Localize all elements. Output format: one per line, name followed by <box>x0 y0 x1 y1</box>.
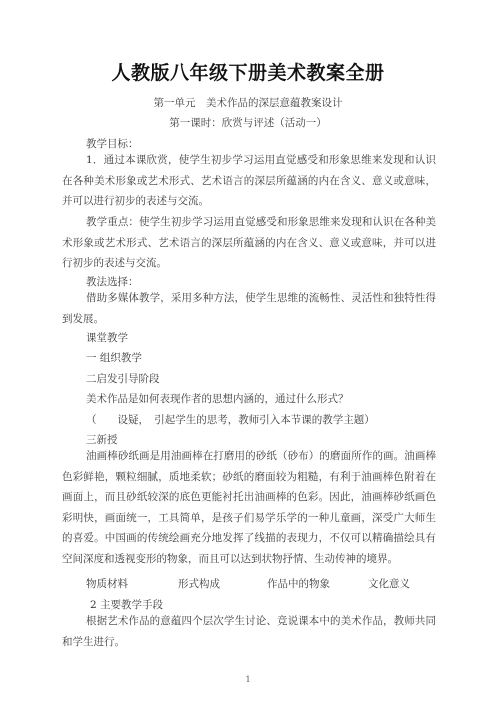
question-note: （ 设疑， 引起学生的思考，教师引入本节课的教学主题） <box>86 414 375 426</box>
goal-paragraph: 1．通过本课欣赏，使学生初步学习运用直觉感受和形象思维来发现和认识在各种美术形象或艺术形式、艺术语言的深层所蕴涵的内在含义、意义或意味，并可以进行初步的表述与交流。 <box>62 154 436 207</box>
table-col-material: 物质材料 <box>86 578 128 590</box>
step-new-lesson: 三新授 <box>86 434 118 446</box>
step-guide: 二启发引导阶段 <box>86 373 160 385</box>
step-teaching-means: 2 主要教学手段 <box>90 599 164 611</box>
lesson-heading: 第一课时：欣赏与评述（活动一） <box>169 117 327 129</box>
step-organize: 一 组织教学 <box>86 352 142 364</box>
unit-heading: 第一单元 美术作品的深层意蕴教案设计 <box>153 97 343 109</box>
table-col-object: 作品中的物象 <box>267 578 330 590</box>
goal-heading: 教学目标： <box>86 138 139 150</box>
guide-question: 美术作品是如何表现作者的思想内涵的，通过什么形式？ <box>86 393 349 405</box>
document-title: 人教版八年级下册美术教案全册 <box>111 62 385 84</box>
class-heading: 课堂教学 <box>86 332 128 344</box>
page-number: 1 <box>245 675 251 684</box>
table-col-form: 形式构成 <box>178 578 220 590</box>
lesson-body-paragraph: 油画棒砂纸画是用油画棒在打磨用的砂纸（砂布）的磨面所作的画。油画棒色彩鲜艳，颗粒细腻，质地柔软；砂纸的磨面较为粗糙，有利于油画棒色附着在画面上，而且砂纸较深的底色更能衬托出油画棒的色彩。因此，油画棒砂纸画色彩明快，画面统一，工具简单，是孩子们易学乐学的一种儿童画，深受广大师生的喜爱。中国画的传统绘画充分地发挥了线描的表现力，不仅可以精确描绘具有空间深度和透视变形的物象，而且可以达到状物抒情、生动传神的境界。 <box>62 450 436 565</box>
table-col-culture: 文化意义 <box>368 578 410 590</box>
method-paragraph: 借助多媒体教学，采用多种方法，使学生思维的流畅性、灵活性和独特性得到发展。 <box>62 292 436 325</box>
key-point-paragraph: 教学重点：使学生初步学习运用直觉感受和形象思维来发现和认识在各种美术形象或艺术形式、艺术语言的深层所蕴涵的内在含义、意义或意味，并可以进行初步的表述与交流。 <box>62 216 436 269</box>
final-paragraph: 根据艺术作品的意蕴四个层次学生讨论、竞说课本中的美术作品，教师共同和学生进行。 <box>62 615 436 648</box>
method-heading: 教法选择： <box>86 276 139 288</box>
